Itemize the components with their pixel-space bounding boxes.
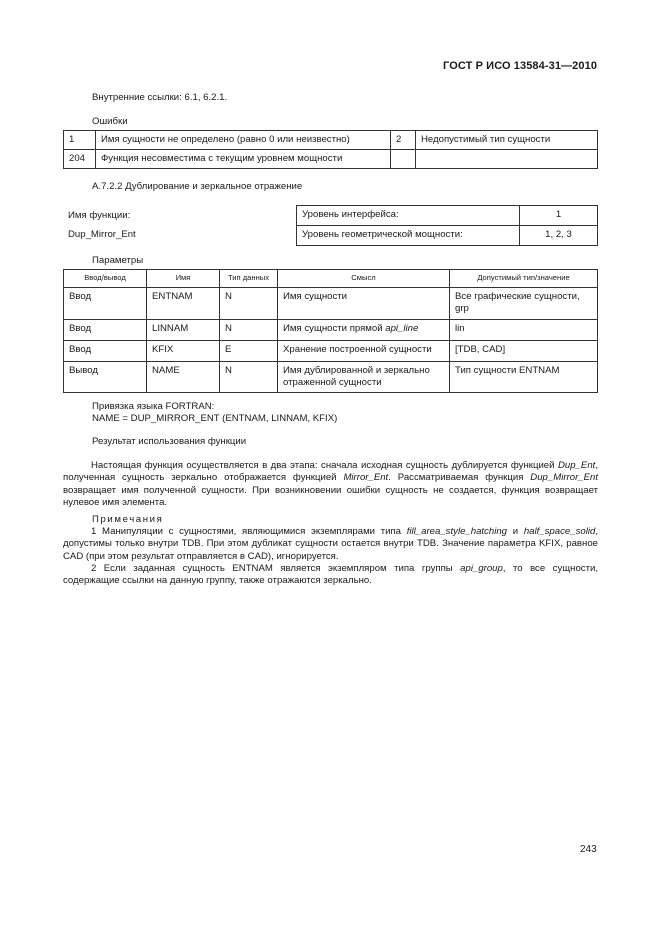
table-row (64, 150, 598, 169)
text-run: . Рассматриваемая функция (388, 472, 531, 484)
text-run-italic: fill_area_style_hatching (406, 526, 508, 537)
notes-label: Примечания (92, 514, 164, 525)
table-cell: Ввод (64, 320, 147, 341)
errors-table (63, 130, 598, 169)
text-run-italic: half_space_solid (523, 526, 596, 537)
table-cell: KFIX (147, 341, 220, 362)
levels-table (296, 205, 598, 246)
error-code: 1 (64, 131, 96, 150)
table-cell: Вывод (64, 362, 147, 393)
text-run-italic: Dup_Ent (557, 460, 596, 471)
table-row (64, 320, 598, 341)
function-name: Dup_Mirror_Ent (68, 229, 136, 240)
table-cell: LINNAM (147, 320, 220, 341)
level-label: Уровень интерфейса: (297, 206, 520, 226)
table-cell: N (220, 362, 278, 393)
table-cell: Все графические сущности, grp (450, 288, 598, 320)
errors-label: Ошибки (92, 116, 128, 127)
text-run: 2 Если заданная сущность ENTNAM является экземпляром типа группы (91, 563, 461, 574)
page-number: 243 (580, 844, 597, 855)
result-paragraph (63, 460, 598, 510)
params-table (63, 269, 598, 393)
column-header: Допустимый тип/значение (450, 270, 598, 288)
column-header: Тип данных (220, 270, 278, 288)
fortran-binding-label: Привязка языка FORTRAN: (92, 401, 215, 412)
table-row (64, 341, 598, 362)
table-cell: Имя дублированной и зеркально отраженной сущности (278, 362, 450, 393)
table-row (64, 288, 598, 320)
text-run-italic: api_group (460, 563, 503, 574)
error-text: Имя сущности не определено (равно 0 или неизвестно) (96, 131, 391, 150)
note-1 (63, 526, 598, 563)
table-cell: [TDB, CAD] (450, 341, 598, 362)
table-row (64, 362, 598, 393)
column-header: Смысл (278, 270, 450, 288)
text-run: возвращает имя полученной сущности. При возникновении ошибки сущность не создается, функция возвращает нулевое имя элемента. (63, 484, 598, 509)
table-cell: Ввод (64, 341, 147, 362)
text-run: Настоящая функция осуществляется в два этапа: сначала исходная сущность дублируется функцией (91, 460, 558, 471)
fortran-binding: NAME = DUP_MIRROR_ENT (ENTNAM, LINNAM, KFIX) (92, 413, 338, 424)
text-run-italic: Mirror_Ent (343, 472, 389, 484)
level-value: 1, 2, 3 (520, 226, 598, 246)
table-header-row (64, 270, 598, 288)
table-cell: N (220, 320, 278, 341)
text-run: , допустимы только внутри TDB. При этом дубликат сущности остается внутри TDB. Значение параметра KFIX, равное CAD (при этом результат отправляется в CAD), игнорируется. (63, 526, 598, 562)
table-cell: N (220, 288, 278, 320)
table-row (297, 206, 598, 226)
column-header: Ввод/вывод (64, 270, 147, 288)
error-code (391, 150, 416, 169)
error-text: Функция несовместима с текущим уровнем мощности (96, 150, 391, 169)
text-run-italic: Dup_Mirror_Ent (530, 472, 598, 484)
page-header-title: ГОСТ Р ИСО 13584-31—2010 (443, 60, 598, 72)
table-cell: NAME (147, 362, 220, 393)
level-value: 1 (520, 206, 598, 226)
note-2 (63, 563, 598, 588)
table-cell: Хранение построенной сущности (278, 341, 450, 362)
meaning-text: Имя сущности прямой api_line (283, 323, 419, 334)
function-name-label: Имя функции: (68, 210, 131, 221)
text-run: , то все сущности, содержащие ссылки на данную группу, также отражаются зеркально. (63, 563, 598, 587)
table-cell: Тип сущности ENTNAM (450, 362, 598, 393)
text-run: и (507, 526, 524, 537)
table-cell: Имя сущности (278, 288, 450, 320)
error-code: 2 (391, 131, 416, 150)
level-label: Уровень геометрической мощности: (297, 226, 520, 246)
result-label: Результат использования функции (92, 436, 247, 447)
error-text: Недопустимый тип сущности (416, 131, 598, 150)
text-run: , полученная сущность зеркально отображается функцией (63, 460, 598, 484)
internal-references: Внутренние ссылки: 6.1, 6.2.1. (92, 92, 228, 103)
section-title: А.7.2.2 Дублирование и зеркальное отражение (92, 181, 303, 192)
params-label: Параметры (92, 255, 144, 266)
error-code: 204 (64, 150, 96, 169)
table-cell: Ввод (64, 288, 147, 320)
column-header: Имя (147, 270, 220, 288)
error-text (416, 150, 598, 169)
table-row (297, 226, 598, 246)
table-cell: ENTNAM (147, 288, 220, 320)
table-cell (278, 320, 450, 341)
table-cell: lin (450, 320, 598, 341)
text-run: 1 Манипуляции с сущностями, являющимися экземплярами типа (91, 526, 407, 537)
table-row (64, 131, 598, 150)
table-cell: E (220, 341, 278, 362)
